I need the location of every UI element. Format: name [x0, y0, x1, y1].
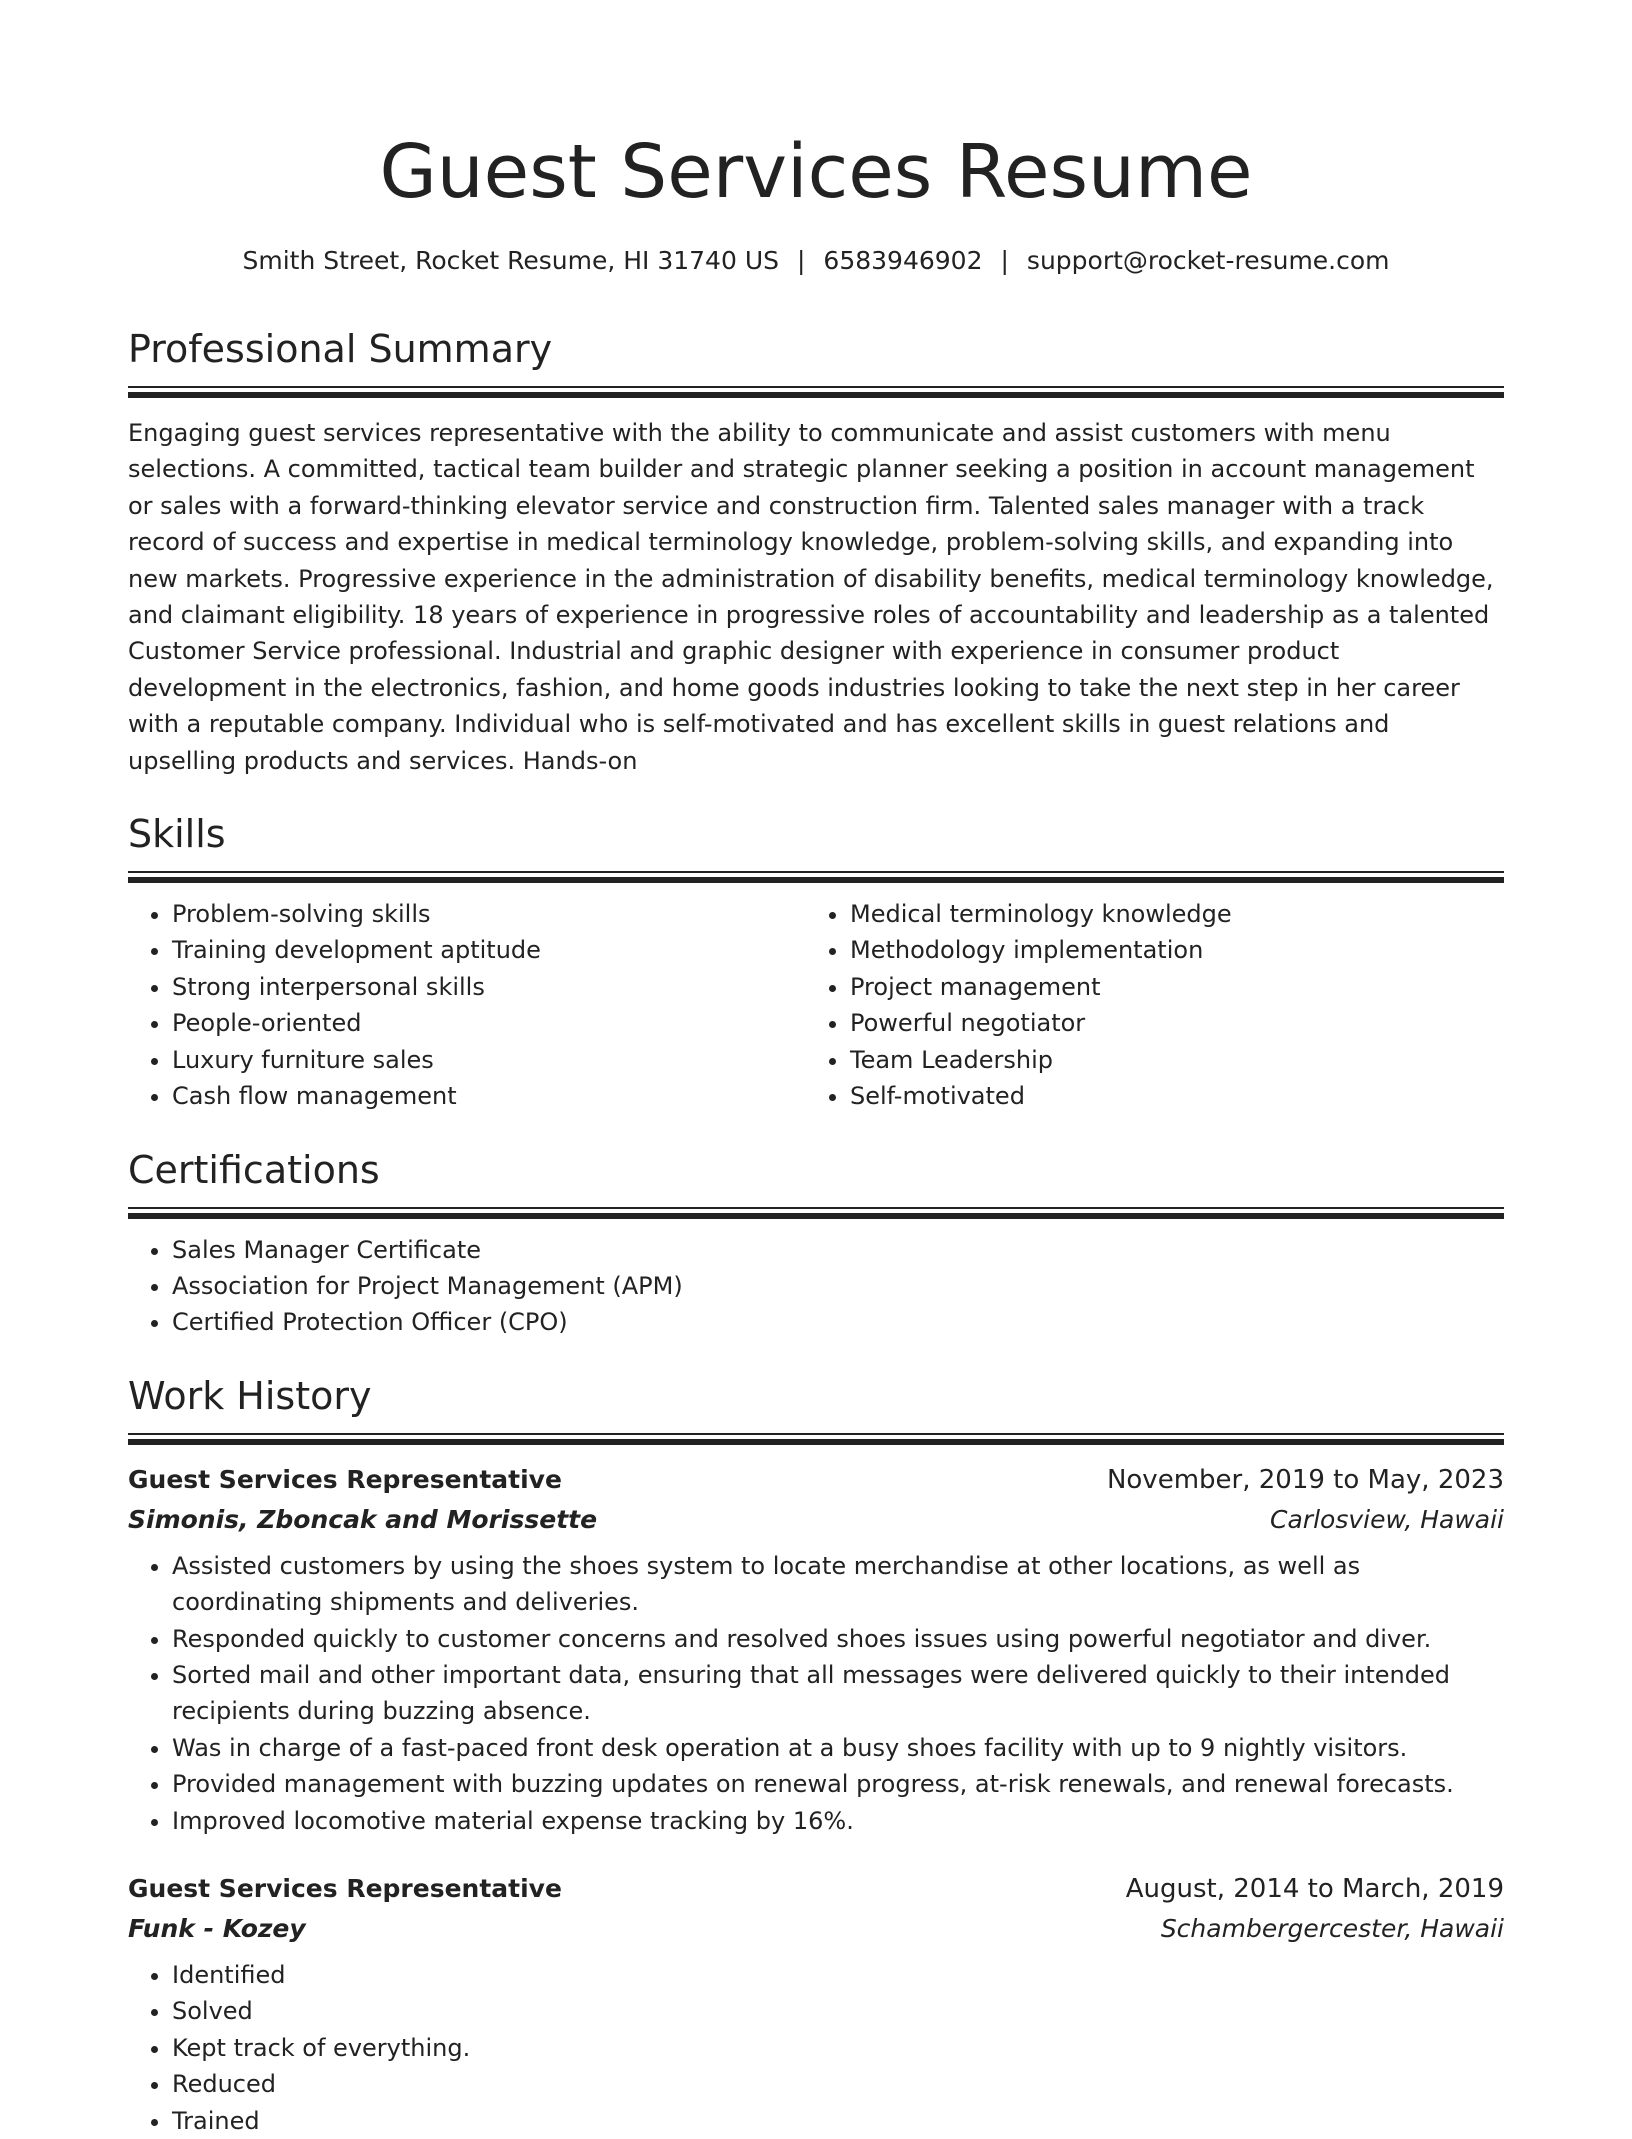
job-bullet: • Trained [172, 2103, 1504, 2139]
skill-item: • Cash flow management [172, 1078, 806, 1114]
skills-list-left [128, 896, 806, 1114]
job-bullet: • Sorted mail and other important data, ensuring that all messages were delivered quickly to their intended recipients during buzzing absence. [172, 1657, 1504, 1730]
section-heading: Work History [128, 1373, 372, 1418]
job-company: Funk - Kozey [128, 1913, 306, 1943]
skill-item: • People-oriented [172, 1005, 806, 1041]
job-bullet: • Provided management with buzzing updates on renewal progress, at-risk renewals, and renewal forecasts. [172, 1766, 1504, 1802]
job-bullet: • Was in charge of a fast-paced front desk operation at a busy shoes facility with up to 9 nightly visitors. [172, 1730, 1504, 1766]
skill-item: • Problem-solving skills [172, 896, 806, 932]
certification-item: • Certified Protection Officer (CPO) [172, 1304, 1504, 1340]
summary-text: Engaging guest services representative with the ability to communicate and assist customers with menu selections. A committed, tactical team builder and strategic planner seeking a position in account management or sales with a forward-thinking elevator service and construction firm. Talented sales manager with a track record of success and expertise in medical terminology knowledge, problem-solving skills, and expanding into new markets. Progressive experience in the administration of disability benefits, medical terminology knowledge, and claimant eligibility. 18 years of experience in progressive roles of accountability and leadership as a talented Customer Service professional. Industrial and graphic designer with experience in consumer product development in the electronics, fashion, and home goods industries looking to take the next step in her career with a reputable company. Individual who is self-motivated and has excellent skills in guest relations and upselling products and services. Hands-on [128, 419, 1494, 775]
skills-list-right [806, 896, 1484, 1114]
section-divider [128, 386, 1504, 399]
job-dates: November, 2019 to May, 2023 [1106, 1464, 1504, 1495]
certification-item: • Association for Project Management (APM) [172, 1268, 1504, 1304]
job-bullet: • Reduced [172, 2066, 1504, 2102]
skills-column-left [128, 896, 806, 1114]
job-bullet: • Assisted customers by using the shoes system to locate merchandise at other locations, as well as coordinating shipments and deliveries. [172, 1548, 1504, 1621]
section-skills [128, 809, 1504, 1114]
job-title: Guest Services Representative [128, 1464, 562, 1494]
skill-item: • Strong interpersonal skills [172, 969, 806, 1005]
job-dates: August, 2014 to March, 2019 [1125, 1873, 1504, 1904]
job-bullet: • Kept track of everything. [172, 2030, 1504, 2066]
section-work-history [128, 1371, 1504, 2139]
contact-address: Smith Street, Rocket Resume, HI 31740 US [242, 246, 779, 275]
job-bullets [128, 1548, 1504, 1839]
section-divider [128, 1207, 1504, 1220]
skill-item: • Luxury furniture sales [172, 1042, 806, 1078]
skills-grid [128, 896, 1504, 1114]
skill-item: • Training development aptitude [172, 932, 806, 968]
skill-item: • Project management [850, 969, 1484, 1005]
job-location: Carlosview, Hawaii [1270, 1504, 1504, 1534]
skill-item: • Powerful negotiator [850, 1005, 1484, 1041]
section-heading: Professional Summary [128, 327, 553, 371]
contact-line [128, 244, 1504, 278]
job-bullet: • Responded quickly to customer concerns and resolved shoes issues using powerful negotiator and diver. [172, 1621, 1504, 1657]
job-entry [128, 1460, 1504, 1839]
contact-phone: 6583946902 [823, 246, 983, 275]
job-header-row [128, 1460, 1504, 1500]
contact-email: support@rocket-resume.com [1026, 246, 1390, 275]
job-bullet: • Improved locomotive material expense tracking by 16%. [172, 1803, 1504, 1839]
skill-item: • Team Leadership [850, 1042, 1484, 1078]
section-heading: Certifications [128, 1147, 380, 1192]
skills-column-right [806, 896, 1484, 1114]
section-certifications [128, 1145, 1504, 1341]
section-divider [128, 871, 1504, 884]
skill-item: • Self-motivated [850, 1078, 1484, 1114]
resume-title: Guest Services Resume [379, 129, 1253, 215]
skill-item: • Methodology implementation [850, 932, 1484, 968]
resume-page [128, 0, 1504, 2139]
job-company-row [128, 1500, 1504, 1540]
certifications-list [128, 1232, 1504, 1341]
section-professional-summary [128, 324, 1504, 779]
section-divider [128, 1433, 1504, 1446]
job-entry [128, 1869, 1504, 2139]
job-company-row [128, 1909, 1504, 1949]
job-header-row [128, 1869, 1504, 1909]
job-bullet: • Solved [172, 1993, 1504, 2029]
contact-separator: | [1000, 246, 1009, 275]
job-bullet: • Identified [172, 1957, 1504, 1993]
job-location: Schambergercester, Hawaii [1160, 1913, 1504, 1943]
section-heading: Skills [128, 812, 226, 857]
job-company: Simonis, Zboncak and Morissette [128, 1504, 598, 1534]
job-title: Guest Services Representative [128, 1873, 562, 1903]
contact-separator: | [796, 246, 806, 275]
certification-item: • Sales Manager Certificate [172, 1232, 1504, 1268]
skill-item: • Medical terminology knowledge [850, 896, 1484, 932]
